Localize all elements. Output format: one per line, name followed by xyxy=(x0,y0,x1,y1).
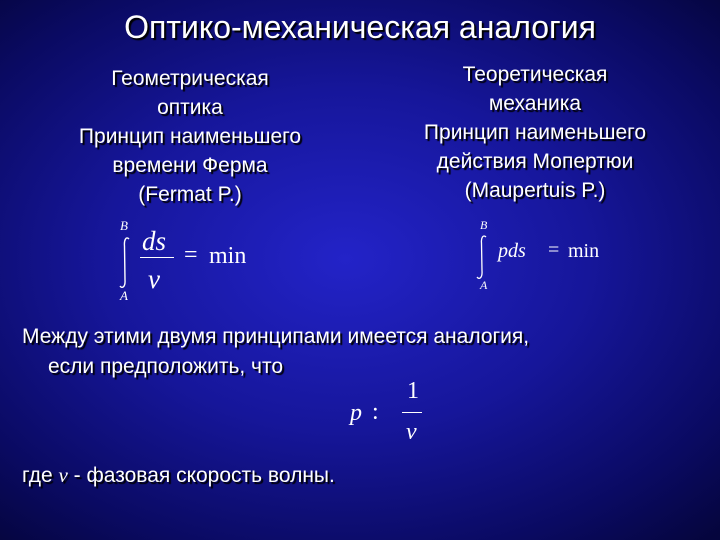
footer-suffix: - фазовая скорость волны. xyxy=(67,464,335,487)
equals-sign: = xyxy=(548,239,560,261)
footer-prefix: где xyxy=(22,464,59,487)
integral-upper-limit: B xyxy=(480,218,488,232)
relation-denominator: v xyxy=(406,419,417,445)
equals-sign: = xyxy=(184,242,198,268)
relation-symbol: : xyxy=(372,399,379,425)
maupertuis-formula xyxy=(476,220,636,295)
fraction-bar xyxy=(402,412,422,413)
slide-title: Оптико-механическая аналогия xyxy=(124,9,596,45)
proportionality-relation xyxy=(350,378,440,458)
integral-sign-icon xyxy=(118,236,132,290)
left-heading-line-1: Геометрическая xyxy=(111,67,269,90)
left-heading-line-5: (Fermat P.) xyxy=(138,183,242,206)
formula-rhs: min xyxy=(209,243,247,269)
formula-rhs: min xyxy=(568,240,600,262)
fraction-numerator: ds xyxy=(142,226,167,256)
right-heading-line-3: Принцип наименьшего xyxy=(423,121,647,144)
right-heading-line-2: механика xyxy=(488,92,582,115)
analogy-paragraph xyxy=(22,322,712,382)
integral-upper-limit: B xyxy=(120,218,128,233)
relation-numerator: 1 xyxy=(407,378,419,404)
left-heading-line-3: Принцип наименьшего xyxy=(78,125,302,148)
right-heading-line-5: (Maupertuis P.) xyxy=(464,179,606,202)
paragraph-line-1: Между этими двумя принципами имеется аналогия, xyxy=(22,325,530,348)
fermat-formula xyxy=(118,220,278,305)
right-heading-line-4: действия Мопертюи xyxy=(436,150,634,173)
left-heading-line-4: времени Ферма xyxy=(112,154,268,177)
right-heading-line-1: Теоретическая xyxy=(462,63,608,86)
integrand: pds xyxy=(498,240,526,262)
right-column-heading xyxy=(370,60,700,205)
paragraph-line-2: если предположить, что xyxy=(48,355,284,378)
fraction-bar xyxy=(140,257,174,258)
integral-lower-limit: A xyxy=(480,278,488,292)
footer-note xyxy=(22,460,335,491)
integral-lower-limit: A xyxy=(120,288,128,303)
left-column-heading xyxy=(20,64,360,209)
relation-lhs: p xyxy=(350,400,362,426)
integral-sign-icon xyxy=(476,234,488,280)
left-heading-line-2: оптика xyxy=(157,96,223,119)
footer-variable: v xyxy=(58,463,68,487)
fraction-denominator: v xyxy=(148,264,160,294)
